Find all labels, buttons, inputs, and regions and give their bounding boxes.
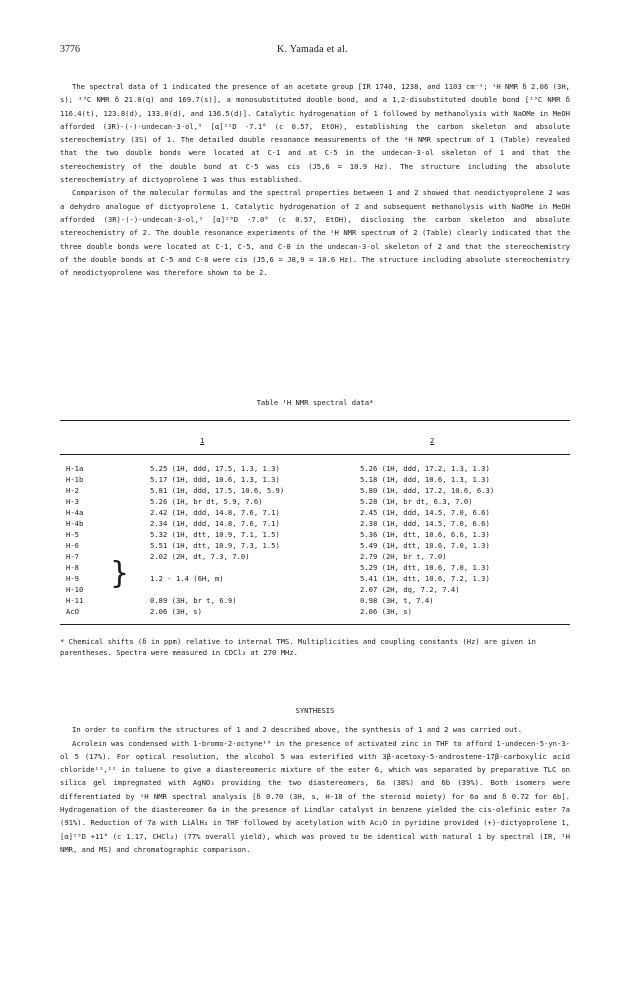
paragraph: The spectral data of 1 indicated the presence of an acetate group [IR 1740, 1238, and 1103 cm⁻¹; ¹H NMR δ 2.06 (3H, s); ¹³C NMR δ 21.0(q) and 169.7(s)], a monosubstituted double bond, and a 1,2-disubstituted double bond [¹³C NMR δ 116.4(t), 123.8(d), 133.0(d), and 136.5(d)]. Catalytic hydrogenation of 1 followed by methanolysis with NaOMe in MeOH afforded (3R)-(-)-undecan-3-ol,⁹ [α]²²D -7.1° (c 0.57, EtOH), establishing the carbon skeleton and absolute stereochemistry (3S) of 1. The detailed double resonance measurements of the ¹H NMR spectrum of 1 (Table) revealed that the two double bonds were located at C-1 and at C-5 in the undecan-3-ol skeleton of 1 and that the stereochemistry of the double bond at C-5 was cis (J5,6 = 10.9 Hz). The structure including the absolute stereochemistry of dictyoprolene 1 was thus established. <box>60 82 570 185</box>
table-row: H-11 0.89 (3H, br t, 6.9) 0.98 (3H, t, 7.4) <box>66 596 434 605</box>
table-row: H-10 2.07 (2H, dq, 7.2, 7.4) <box>66 585 460 594</box>
nmr-table <box>60 398 570 616</box>
intro-text <box>60 80 570 279</box>
table-row: H-4a 2.42 (1H, ddd, 14.8, 7.6, 7.1) 2.45 (1H, ddd, 14.5, 7.0, 6.6) <box>66 508 490 517</box>
table-header-row <box>60 436 570 447</box>
column-header-2: 2 <box>430 436 435 445</box>
table-bottom-rule <box>60 624 570 625</box>
paragraph: Comparison of the molecular formulas and the spectral properties between 1 and 2 showed that neodictyoprolene 2 was a dehydro analogue of dictyoprolene 1. Catalytic hydrogenation of 2 and subsequent methanolysis with NaOMe in MeOH afforded (3R)-(-)-undecan-3-ol,⁹ [α]²⁸D -7.0° (c 0.57, EtOH), disclosing the carbon skeleton and absolute stereochemistry of 2. The double resonance experiments of the ¹H NMR spectrum of 2 (Table) clearly indicated that the three double bonds were located at C-1, C-5, and C-8 in the undecan-3-ol skeleton of 2 and that the stereochemistry of the double bonds at C-5 and C-8 were cis (J5,6 = J8,9 = 10.6 Hz). The structure including absolute stereochemistry of neodictyoprolene was therefore shown to be 2. <box>60 188 570 278</box>
table-row: AcO 2.06 (3H, s) 2.06 (3H, s) <box>66 607 412 616</box>
table-row: H-1a 5.25 (1H, ddd, 17.5, 1.3, 1.3) 5.26 (1H, ddd, 17.2, 1.3, 1.3) <box>66 464 490 473</box>
table-row: H-3 5.26 (1H, br dt, 5.9, 7.6) 5.28 (1H, br dt, 6.3, 7.0) <box>66 497 473 506</box>
synthesis-section <box>60 704 570 856</box>
table-row: H-6 5.51 (1H, dtt, 10.9, 7.3, 1.5) 5.49 (1H, dtt, 10.6, 7.0, 1.3) <box>66 541 490 550</box>
page-number: 3776 <box>60 44 80 55</box>
table-header-rule <box>60 454 570 455</box>
table-row: H-8 5.29 (1H, dtt, 10.6, 7.0, 1.3) <box>66 563 490 572</box>
grouping-brace: } <box>110 556 130 591</box>
running-header <box>60 44 565 58</box>
section-heading: SYNTHESIS <box>295 706 335 715</box>
running-authors: K. Yamada et al. <box>277 44 348 55</box>
column-header-1: 1 <box>200 436 205 445</box>
table-row: H-9 1.2 - 1.4 (6H, m) 5.41 (1H, dtt, 10.6, 7.2, 1.3) <box>66 574 490 583</box>
table-row: H-1b 5.17 (1H, ddd, 10.6, 1.3, 1.3) 5.18 (1H, ddd, 10.6, 1.3, 1.3) <box>66 475 490 484</box>
paragraph: Acrolein was condensed with 1-bromo-2-octyne¹⁰ in the presence of activated zinc in THF to afford 1-undecen-5-yn-3-ol 5 (17%). For optical resolution, the alcohol 5 was esterified with 3β-acetoxy-5-androstene-17β-carboxylic acid chloride¹¹,¹² in toluene to give a diastereomeric mixture of the ester 6, which was separated by preparative TLC on silica gel impregnated with AgNO₃ providing the two diastereomers, 6a (38%) and 6b (39%). Both isomers were differentiated by ¹H NMR spectral analysis [δ 0.70 (3H, s, H-18 of the steroid moiety) for 6a and δ 0.72 for 6b]. Hydrogenation of the diastereomer 6a in the presence of Lindlar catalyst in benzene yielded the cis-olefinic ester 7a (91%). Reduction of 7a with LiAlH₄ in THF followed by acetylation with Ac₂O in pyridine provided (+)-dictyoprolene 1, [α]²⁵D +11° (c 1.17, CHCl₃) (77% overall yield), which was proved to be identical with natural 1 by spectral (IR, ¹H NMR, and MS) and chromatographic comparison. <box>60 738 570 854</box>
table-top-rule <box>60 420 570 421</box>
table-row: H-4b 2.34 (1H, ddd, 14.8, 7.6, 7.1) 2.38 (1H, ddd, 14.5, 7.0, 6.6) <box>66 519 490 528</box>
table-row: H-5 5.32 (1H, dtt, 10.9, 7.1, 1.5) 5.36 (1H, dtt, 10.6, 6.6, 1.3) <box>66 530 490 539</box>
table-row: H-2 5.81 (1H, ddd, 17.5, 10.6, 5.9) 5.80 (1H, ddd, 17.2, 10.6, 6.3) <box>66 486 495 495</box>
table-footnote: * Chemical shifts (δ in ppm) relative to internal TMS. Multiplicities and coupling constants (Hz) are given in parentheses. Spectra were measured in CDCl₃ at 270 MHz. <box>60 637 536 657</box>
table-row: H-7 2.02 (2H, dt, 7.3, 7.0) 2.79 (2H, br t, 7.0) <box>66 552 447 561</box>
table-caption: Table ¹H NMR spectral data* <box>256 398 374 407</box>
paragraph: In order to confirm the structures of 1 and 2 described above, the synthesis of 1 and 2 was carried out. <box>72 725 523 735</box>
